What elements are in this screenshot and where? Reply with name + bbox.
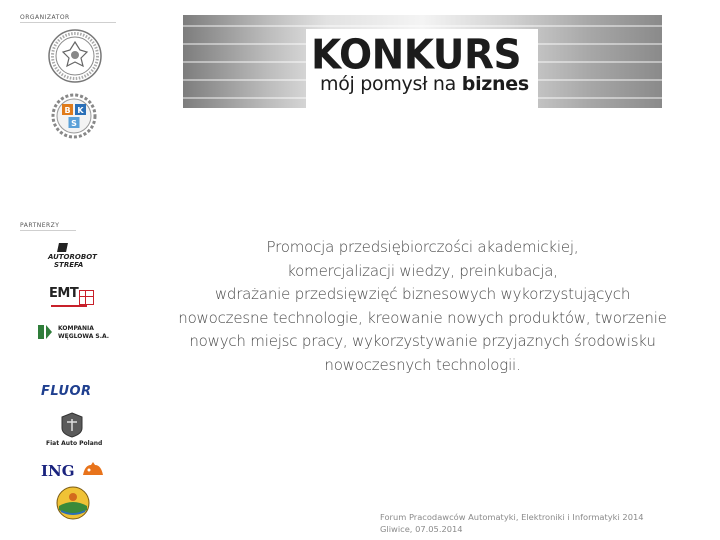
footer-date: Gliwice, 07.05.2014 xyxy=(380,524,463,534)
konkurs-banner xyxy=(183,15,662,108)
partners-label: PARTNERZY xyxy=(20,222,60,229)
university-seal-logo xyxy=(47,28,103,84)
footer-note xyxy=(380,511,644,535)
emt-systems-logo: EMT xyxy=(49,285,97,311)
organizer-divider xyxy=(20,22,116,23)
banner-subtitle: mój pomysł na biznes xyxy=(320,73,529,95)
banner-title: KONKURS xyxy=(311,31,522,80)
svg-text:B: B xyxy=(64,106,71,115)
kompania-weglowa-logo: KOMPANIA WĘGLOWA S.A. xyxy=(36,321,112,345)
bks-logo xyxy=(49,93,99,139)
footer-event: Forum Pracodawców Automatyki, Elektroniki i Informatyki 2014 xyxy=(380,512,644,522)
fluor-logo: FLUOR xyxy=(41,384,92,399)
ing-logo: ING xyxy=(41,459,107,481)
autorobot-strefa-logo: AUTOROBOT STREFA xyxy=(46,243,106,273)
partners-divider xyxy=(20,230,76,231)
organizer-label: ORGANIZATOR xyxy=(20,14,70,21)
svg-text:S: S xyxy=(71,119,77,128)
partner-round-logo xyxy=(56,486,90,520)
fiat-auto-poland-logo: Fiat Auto Poland xyxy=(44,412,100,450)
promo-description: Promocja przedsiębiorczości akademickiej, komercjalizacji wiedzy, preinkubacja, wdrażanie przedsięwzięć biznesowych wykorzystujących nowoczesne technologie, kreowanie nowych produktów, tworzenie nowych miejsc pracy, wykorzystywanie przyjaznych środowisku nowoczesnych technologii. xyxy=(178,238,667,374)
svg-text:K: K xyxy=(77,106,84,115)
